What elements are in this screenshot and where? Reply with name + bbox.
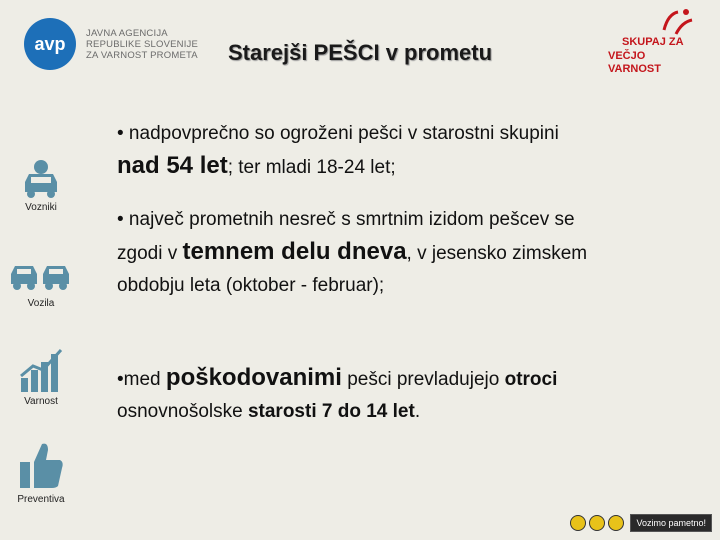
- bullet-1-text: • nadpovprečno so ogroženi pešci v starostni skupini: [117, 123, 559, 144]
- agency-name-line: ZA VARNOST PROMETA: [86, 49, 198, 61]
- bullet-3: [117, 362, 597, 428]
- bullet-1-highlight: nad 54 let: [117, 152, 228, 179]
- bullet-2-text: • največ prometnih nesreč s smrtnim izidom pešcev se zgodi v: [117, 209, 575, 264]
- bullet-2: [117, 204, 597, 302]
- agency-logo-mark: avp: [24, 18, 76, 70]
- footer-badges: [570, 514, 712, 532]
- bullet-3-highlight: poškodovanimi: [165, 364, 342, 391]
- bullet-3-emphasis: starosti 7 do 14 let: [247, 401, 415, 422]
- smiley-icon: [608, 515, 624, 531]
- campaign-line-1: SKUPAJ ZA: [622, 36, 684, 48]
- campaign-badge: Vozimo pametno!: [630, 514, 712, 532]
- smiley-icon: [570, 515, 586, 531]
- sidebar-item-preventiva: [0, 440, 82, 505]
- bullet-3-text: .: [414, 401, 421, 422]
- bullet-2-text: , v jesensko zimskem obdobju leta (oktober - februar);: [117, 243, 588, 296]
- thumbs-up-icon: [16, 440, 66, 492]
- campaign-logo-flourish-icon: [656, 8, 696, 38]
- bullet-3-text: •med: [117, 369, 166, 390]
- smiley-icons: [570, 515, 624, 531]
- sidebar-item-label: Vozila: [27, 298, 55, 309]
- sidebar-item-vozniki: [0, 158, 82, 213]
- slide-title: Starejši PEŠCI v prometu: [227, 40, 493, 65]
- sidebar-item-label: Preventiva: [17, 494, 65, 505]
- sidebar-item-varnost: [0, 346, 82, 407]
- vehicles-icon: [9, 256, 73, 296]
- bullet-2-highlight: temnem delu dneva: [182, 238, 407, 265]
- agency-name-line: JAVNA AGENCIJA: [86, 27, 168, 39]
- sidebar-item-label: Vozniki: [25, 202, 57, 213]
- sidebar-item-label: Varnost: [24, 396, 58, 407]
- bullet-1: [117, 118, 597, 184]
- agency-name-line: REPUBLIKE SLOVENIJE: [86, 38, 199, 50]
- bullet-3-emphasis: otroci: [504, 369, 558, 390]
- driver-car-icon: [19, 158, 63, 200]
- campaign-logo: [608, 8, 698, 75]
- campaign-line-2: VEČJO VARNOST: [608, 50, 661, 75]
- bullet-3-text: pešci prevladujejo: [341, 369, 505, 390]
- smiley-icon: [589, 515, 605, 531]
- sidebar-item-vozila: [0, 256, 82, 309]
- chart-icon: [17, 346, 65, 394]
- bullet-1-text: ; ter mladi 18-24 let;: [227, 157, 396, 178]
- bullet-3-text: osnovnošolske: [117, 401, 248, 422]
